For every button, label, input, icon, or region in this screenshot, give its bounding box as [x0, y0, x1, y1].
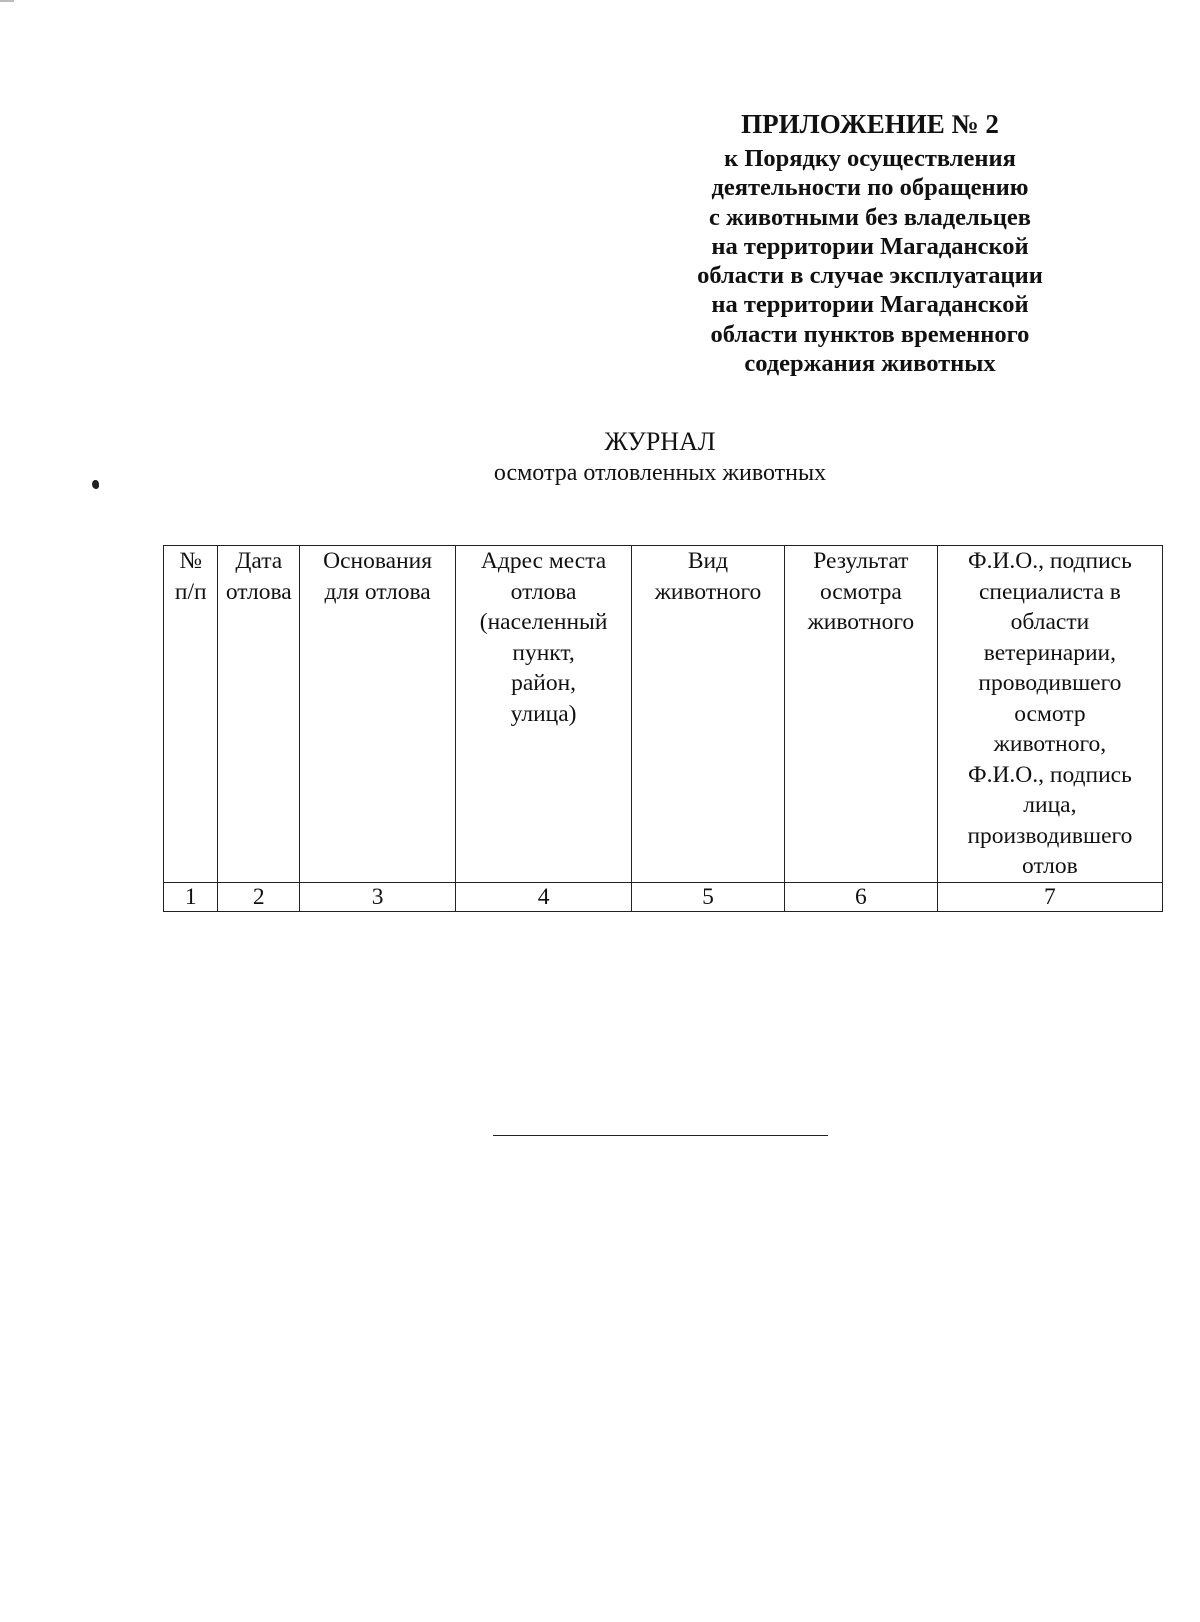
- header-line: животного,: [993, 731, 1107, 757]
- column-number-cell: 7: [937, 883, 1162, 912]
- header-line: осмотра: [819, 578, 902, 605]
- header-line: Дата: [235, 548, 283, 574]
- header-cell-grounds: [300, 546, 456, 883]
- header-cell-number: [164, 546, 218, 883]
- header-line: лица,: [1023, 792, 1077, 818]
- appendix-line: содержания животных: [744, 350, 996, 378]
- header-cell-address: [456, 546, 632, 883]
- header-line: Результат: [813, 548, 909, 574]
- header-line: Вид: [687, 548, 729, 574]
- appendix-line: к Порядку осуществления: [724, 145, 1016, 172]
- appendix-line: области пунктов временного: [710, 320, 1030, 348]
- appendix-line: деятельности по обращению: [711, 174, 1029, 202]
- header-line: Адрес места: [480, 548, 607, 574]
- header-line: Основания: [323, 548, 433, 574]
- header-line: проводившего: [978, 670, 1122, 696]
- appendix-block: [640, 104, 1100, 378]
- appendix-title: ПРИЛОЖЕНИЕ № 2: [741, 109, 999, 139]
- column-number-cell: 5: [632, 883, 785, 912]
- header-line: отлов: [1022, 853, 1078, 879]
- header-line: ветеринарии,: [983, 639, 1116, 666]
- header-cell-signatures: [937, 546, 1162, 883]
- appendix-line: области в случае эксплуатации: [697, 262, 1043, 290]
- header-line: для отлова: [324, 578, 431, 605]
- journal-title: ЖУРНАЛ: [604, 427, 716, 456]
- header-cell-result: [784, 546, 937, 883]
- header-line: улица): [510, 700, 577, 727]
- column-number-cell: 2: [218, 883, 300, 912]
- header-line: животного: [807, 609, 915, 635]
- header-cell-date: [218, 546, 300, 883]
- journal-heading: [300, 426, 1020, 488]
- header-line: (населенный: [479, 609, 608, 635]
- header-line: Ф.И.О., подпись: [968, 761, 1132, 788]
- header-line: области: [1010, 609, 1090, 635]
- scan-corner-mark: [0, 0, 14, 2]
- header-line: отлова: [225, 578, 292, 605]
- inspection-log-table: [163, 545, 1163, 912]
- column-number-cell: 4: [456, 883, 632, 912]
- column-number-cell: 3: [300, 883, 456, 912]
- column-number-row: [164, 883, 1163, 912]
- stray-ink-mark: [92, 480, 99, 489]
- header-line: пункт,: [512, 639, 575, 666]
- appendix-line: на территории Магаданской: [711, 291, 1029, 319]
- header-line: отлова: [510, 578, 577, 605]
- header-line: №: [179, 548, 202, 574]
- header-line: Ф.И.О., подпись: [968, 548, 1132, 574]
- journal-subtitle: осмотра отловленных животных: [493, 460, 827, 486]
- appendix-line: с животными без владельцев: [709, 203, 1031, 231]
- header-cell-animal-type: [632, 546, 785, 883]
- appendix-line: на территории Магаданской: [711, 232, 1029, 260]
- table-header-row: [164, 546, 1163, 883]
- header-line: животного: [654, 578, 762, 605]
- header-line: специалиста в: [978, 578, 1121, 605]
- column-number-cell: 1: [164, 883, 218, 912]
- closing-rule: [493, 1135, 828, 1136]
- column-number-cell: 6: [784, 883, 937, 912]
- header-line: район,: [511, 670, 577, 696]
- header-line: производившего: [967, 822, 1133, 849]
- header-line: п/п: [174, 578, 207, 605]
- header-line: осмотр: [1014, 700, 1086, 727]
